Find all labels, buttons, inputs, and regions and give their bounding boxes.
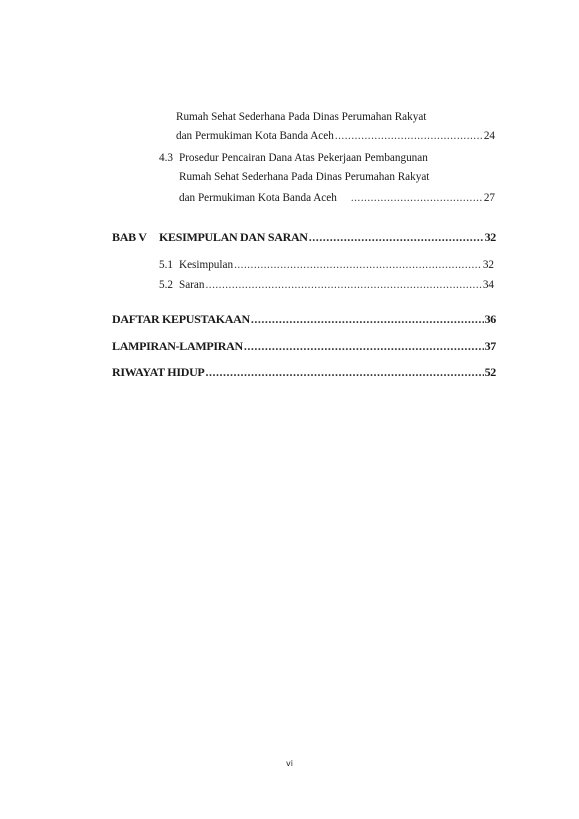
leader-dots xyxy=(205,278,481,292)
leader-dots xyxy=(351,191,483,205)
page-ref: 52 xyxy=(484,365,496,379)
toc-entry-4-2-line1: Rumah Sehat Sederhana Pada Dinas Perumahan Rakyat xyxy=(176,111,427,123)
page-ref: 32 xyxy=(484,230,496,244)
page-ref: 32 xyxy=(482,259,494,271)
toc-riwayat-hidup[interactable]: RIWAYAT HIDUP ..... 52 xyxy=(112,365,496,379)
page-ref: 24 xyxy=(483,130,495,142)
page-number: vi xyxy=(286,759,293,768)
toc-lampiran[interactable]: LAMPIRAN-LAMPIRAN ..... 37 xyxy=(112,339,496,353)
section-number: 5.2 xyxy=(159,279,173,291)
leader-dots xyxy=(244,339,484,353)
toc-entry-5-1[interactable]: 5.1 Kesimpulan ..... 32 xyxy=(159,258,494,272)
chapter-label: BAB V xyxy=(112,230,147,244)
toc-chapter-5[interactable]: KESIMPULAN DAN SARAN ..... 32 xyxy=(159,230,496,244)
page-ref: 34 xyxy=(482,279,494,291)
toc-daftar-kepustakaan[interactable]: DAFTAR KEPUSTAKAAN ..... 36 xyxy=(112,312,496,326)
toc-entry-5-2[interactable]: 5.2 Saran ..... 34 xyxy=(159,278,494,292)
section-number: 5.1 xyxy=(159,259,173,271)
toc-entry-4-2-line2[interactable]: dan Permukiman Kota Banda Aceh ..... 24 xyxy=(176,129,495,143)
page-ref: 37 xyxy=(484,339,496,353)
leader-dots xyxy=(205,365,483,379)
leader-dots xyxy=(251,312,484,326)
toc-entry-4-3-line3[interactable]: dan Permukiman Kota Banda Aceh ..... 27 xyxy=(179,191,495,205)
toc-entry-4-3-line1[interactable]: 4.3 Prosedur Pencairan Dana Atas Pekerjaan Pembangunan xyxy=(159,152,428,164)
section-number: 4.3 xyxy=(159,152,173,164)
leader-dots xyxy=(309,230,484,244)
leader-dots xyxy=(335,129,483,143)
toc-entry-4-3-line2: Rumah Sehat Sederhana Pada Dinas Perumahan Rakyat xyxy=(179,171,430,183)
leader-dots xyxy=(234,258,482,272)
page-ref: 27 xyxy=(483,192,495,204)
page-ref: 36 xyxy=(484,312,496,326)
